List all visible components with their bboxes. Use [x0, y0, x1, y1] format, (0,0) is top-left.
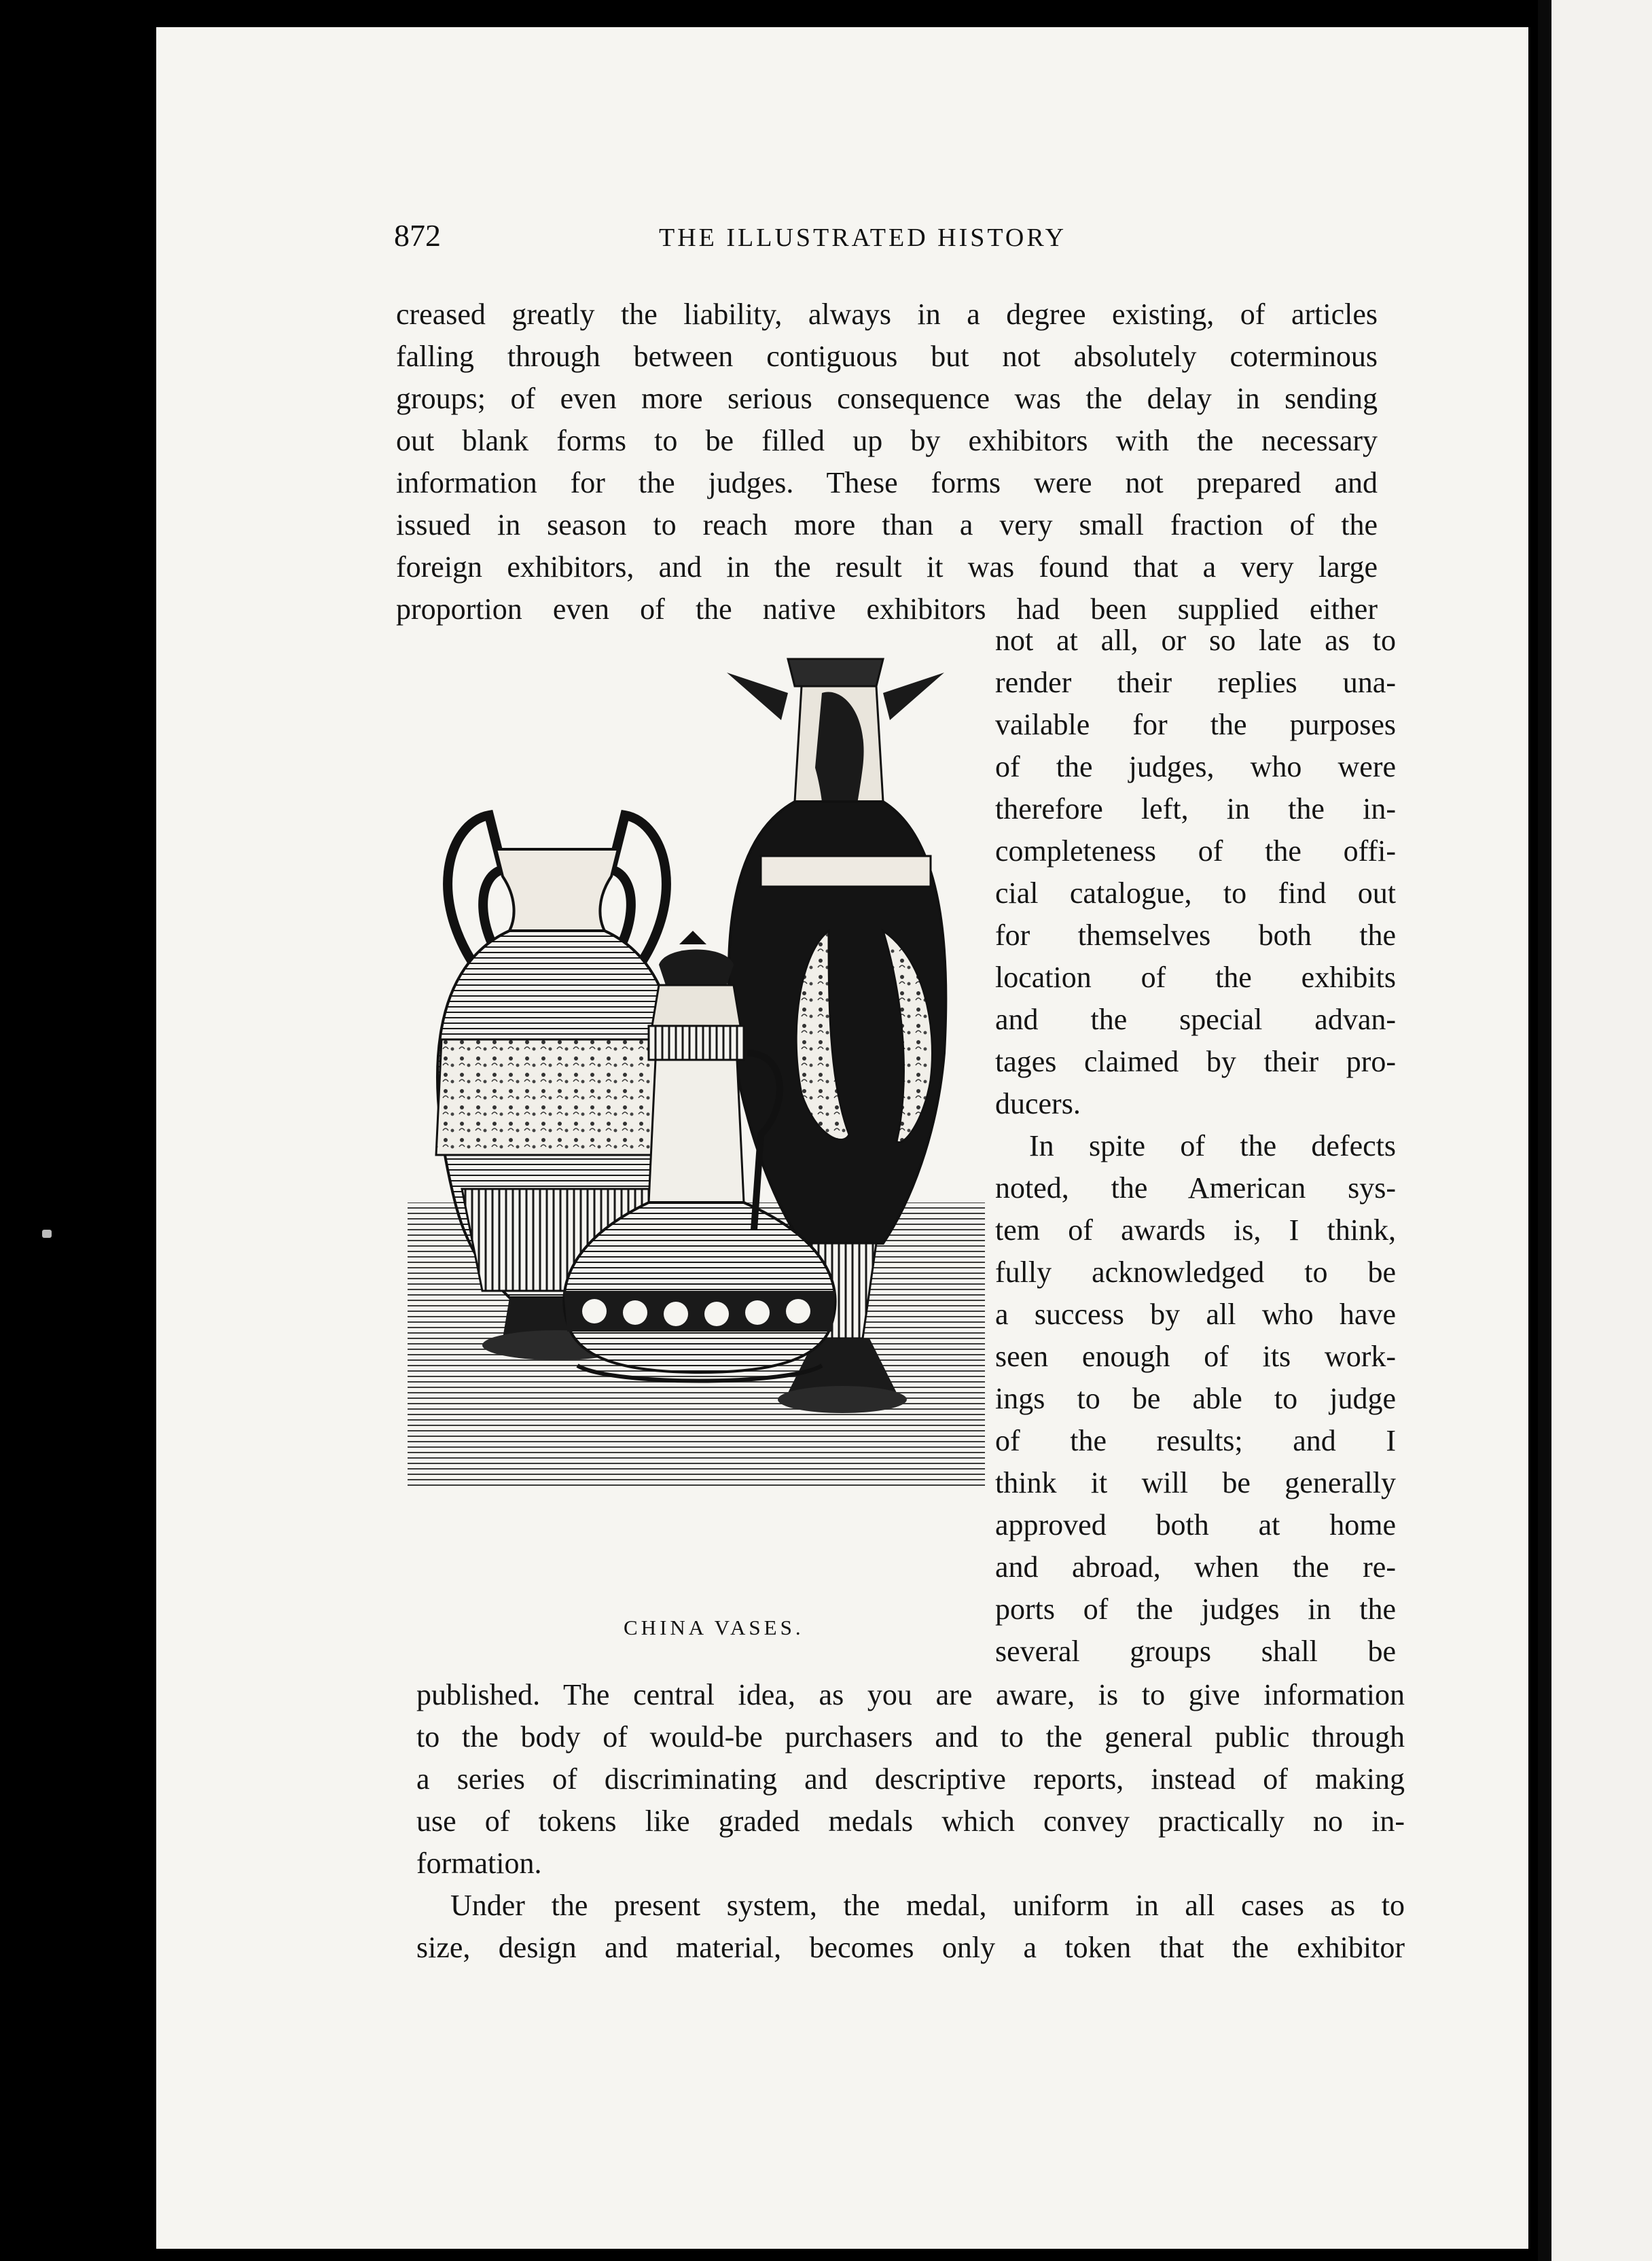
facing-page-edge — [1551, 0, 1652, 2261]
text-line: tem of awards is, I think, — [995, 1213, 1396, 1247]
figure-caption: CHINA VASES. — [624, 1616, 804, 1639]
text-line: and abroad, when the re- — [995, 1550, 1396, 1584]
text-line: information for the judges. These forms were not prepared and — [396, 466, 1378, 499]
text-line: published. The central idea, as you are aware, is to give information — [416, 1678, 1405, 1711]
text-line: completeness of the offi- — [995, 834, 1396, 868]
text-line: proportion even of the native exhibitors had been supplied either — [396, 592, 1378, 626]
text-line: ducers. — [995, 1087, 1081, 1120]
text-line: groups; of even more serious consequence was the delay in sending — [396, 382, 1378, 415]
text-line: a series of discriminating and descriptive reports, instead of making — [416, 1762, 1405, 1796]
text-line: tages claimed by their pro- — [995, 1045, 1396, 1078]
text-line: use of tokens like graded medals which convey practically no in- — [416, 1804, 1405, 1838]
text-line: noted, the American sys- — [995, 1171, 1396, 1205]
text-line: creased greatly the liability, always in a degree existing, of articles — [396, 298, 1378, 331]
text-line: size, design and material, becomes only a token that the exhibitor — [416, 1931, 1405, 1964]
text-line: formation. — [416, 1847, 542, 1880]
text-line: approved both at home — [995, 1508, 1396, 1542]
text-line: cial catalogue, to find out — [995, 876, 1396, 910]
text-line: falling through between contiguous but not absolutely coterminous — [396, 340, 1378, 373]
china-vases-illustration — [408, 645, 985, 1556]
text-line: In spite of the defects — [1029, 1129, 1396, 1162]
text-line: of the results; and I — [995, 1424, 1396, 1457]
text-line: Under the present system, the medal, uniform in all cases as to — [450, 1889, 1405, 1922]
text-line: not at all, or so late as to — [995, 624, 1396, 657]
text-line: to the body of would-be purchasers and to the general public through — [416, 1720, 1405, 1753]
text-line: seen enough of its work- — [995, 1340, 1396, 1373]
text-line: for themselves both the — [995, 919, 1396, 952]
text-line: out blank forms to be filled up by exhibitors with the necessary — [396, 424, 1378, 457]
scan-speck — [42, 1230, 52, 1238]
text-line: several groups shall be — [995, 1635, 1396, 1668]
running-title: THE ILLUSTRATED HISTORY — [659, 224, 1067, 252]
paragraph-bottom — [416, 1674, 1405, 1969]
text-line: ings to be able to judge — [995, 1382, 1396, 1415]
paragraph-beside-figure — [995, 620, 1396, 1673]
text-line: location of the exhibits — [995, 961, 1396, 994]
text-line: ports of the judges in the — [995, 1592, 1396, 1626]
text-line: fully acknowledged to be — [995, 1256, 1396, 1289]
page-header — [394, 217, 1413, 265]
text-line: and the special advan- — [995, 1003, 1396, 1036]
text-line: think it will be generally — [995, 1466, 1396, 1499]
text-line: therefore left, in the in- — [995, 792, 1396, 825]
text-line: render their replies una- — [995, 666, 1396, 699]
vases-engraving — [408, 645, 985, 1556]
paragraph-top — [396, 293, 1378, 630]
text-line: a success by all who have — [995, 1298, 1396, 1331]
text-line: vailable for the purposes — [995, 708, 1396, 741]
text-line: issued in season to reach more than a very small fraction of the — [396, 508, 1378, 541]
page-number: 872 — [394, 218, 441, 253]
text-line: of the judges, who were — [995, 750, 1396, 783]
text-line: foreign exhibitors, and in the result it was found that a very large — [396, 550, 1378, 584]
